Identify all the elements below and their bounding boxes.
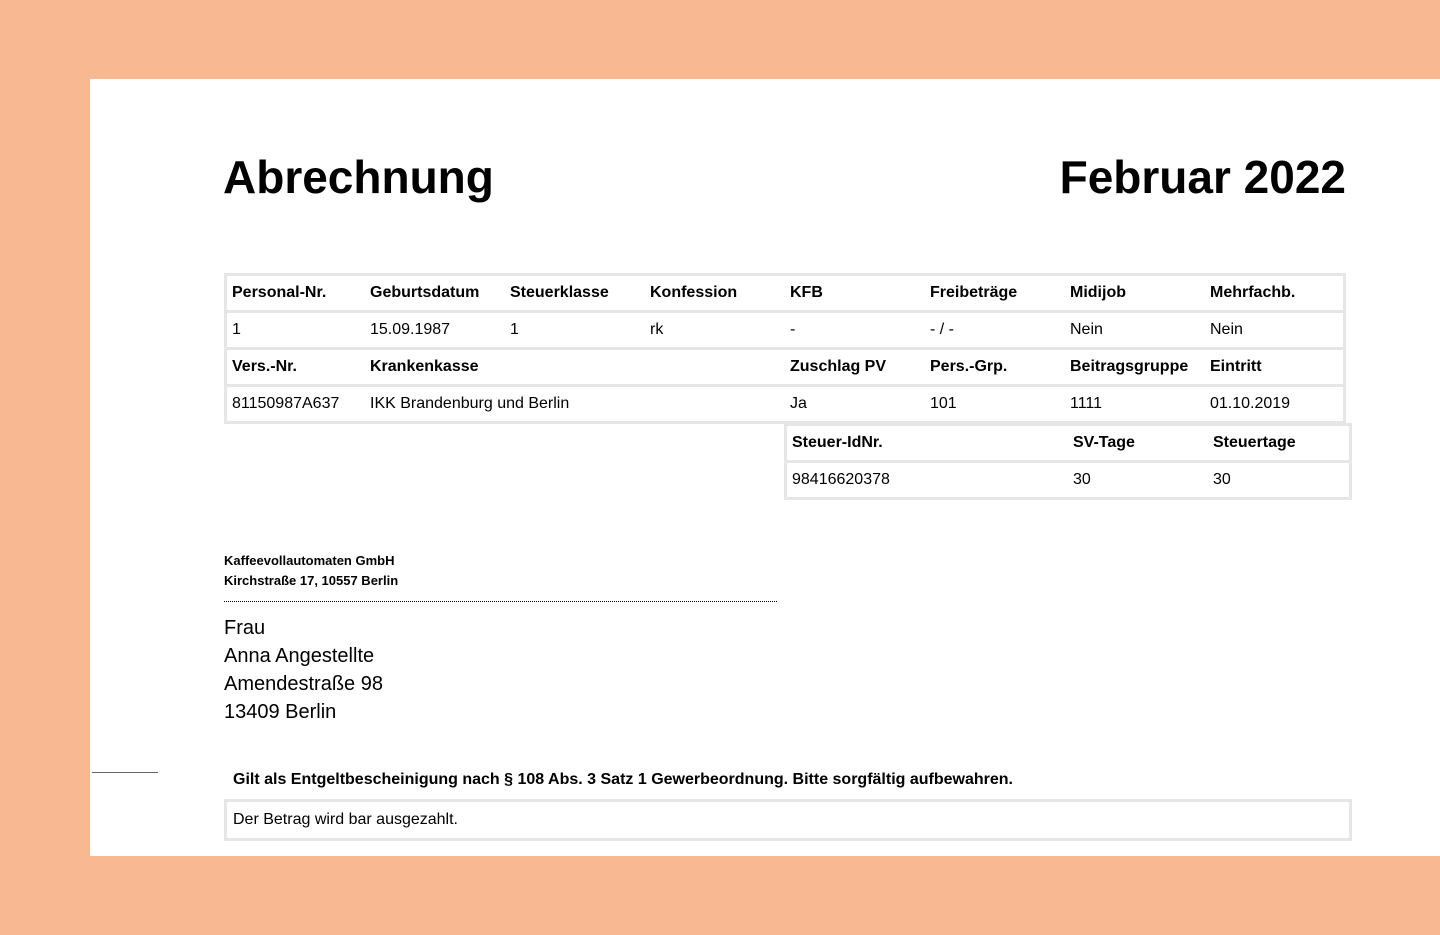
table-row (227, 313, 1343, 350)
value-steuer-idnr: 98416620378 (792, 471, 890, 488)
address-separator (224, 601, 777, 602)
value-steuerklasse: 1 (505, 313, 645, 350)
value-pers-grp: 101 (930, 395, 957, 412)
table-row (787, 463, 1349, 497)
recipient-address (224, 614, 383, 726)
header-freibetraege: Freibeträge (925, 276, 1065, 313)
header-beitragsgruppe: Beitragsgruppe (1065, 350, 1205, 387)
header-eintritt: Eintritt (1205, 350, 1343, 387)
header-zuschlag-pv: Zuschlag PV (785, 350, 925, 387)
payslip-page (90, 79, 1440, 856)
header-steuerklasse: Steuerklasse (505, 276, 645, 313)
header-midijob: Midijob (1065, 276, 1205, 313)
fold-mark (92, 772, 158, 773)
header-kfb: KFB (785, 276, 925, 313)
header-steuertage: Steuertage (1208, 426, 1349, 463)
value-zuschlag-pv: Ja (790, 395, 807, 412)
value-geburtsdatum: 15.09.1987 (365, 313, 505, 350)
value-konfession: rk (645, 313, 785, 350)
header-steuer-idnr: Steuer-IdNr. (787, 426, 1068, 463)
document-period: Februar 2022 (1059, 151, 1346, 203)
value-beitragsgruppe: 1111 (1070, 395, 1103, 412)
recipient-street: Amendestraße 98 (224, 673, 383, 695)
tax-data-table (784, 423, 1352, 500)
header-sv-tage: SV-Tage (1068, 426, 1208, 463)
table-row (227, 387, 1343, 421)
legal-notice: Gilt als Entgeltbescheinigung nach § 108 Abs. 3 Satz 1 Gewerbeordnung. Bitte sorgfältig aufbewahren. (233, 771, 1013, 788)
payment-note: Der Betrag wird bar ausgezahlt. (224, 799, 1352, 841)
header-krankenkasse: Krankenkasse (365, 350, 785, 387)
recipient-salutation: Frau (224, 617, 266, 639)
value-personal-nr: 1 (227, 313, 365, 350)
value-kfb: - (785, 313, 925, 350)
document-title: Abrechnung (223, 151, 494, 203)
header-pers-grp: Pers.-Grp. (925, 350, 1065, 387)
header-geburtsdatum: Geburtsdatum (365, 276, 505, 313)
value-vers-nr: 81150987A637 (232, 395, 340, 412)
recipient-city: 13409 Berlin (224, 701, 337, 723)
value-midijob: Nein (1065, 313, 1205, 350)
table-row (227, 276, 1343, 313)
value-mehrfachb: Nein (1205, 313, 1343, 350)
header-personal-nr: Personal-Nr. (227, 276, 365, 313)
employee-data-table (224, 273, 1346, 424)
table-row (787, 426, 1349, 463)
table-row (227, 350, 1343, 387)
value-eintritt: 01.10.2019 (1210, 395, 1291, 412)
value-steuertage: 30 (1213, 471, 1231, 488)
value-krankenkasse: IKK Brandenburg und Berlin (370, 395, 570, 412)
recipient-name: Anna Angestellte (224, 645, 375, 667)
sender-address (224, 551, 398, 591)
header-konfession: Konfession (645, 276, 785, 313)
header-vers-nr: Vers.-Nr. (227, 350, 365, 387)
sender-street-city: Kirchstraße 17, 10557 Berlin (224, 573, 399, 588)
value-sv-tage: 30 (1073, 471, 1091, 488)
value-freibetraege: - / - (925, 313, 1065, 350)
sender-company: Kaffeevollautomaten GmbH (224, 553, 395, 568)
header-mehrfachb: Mehrfachb. (1205, 276, 1343, 313)
